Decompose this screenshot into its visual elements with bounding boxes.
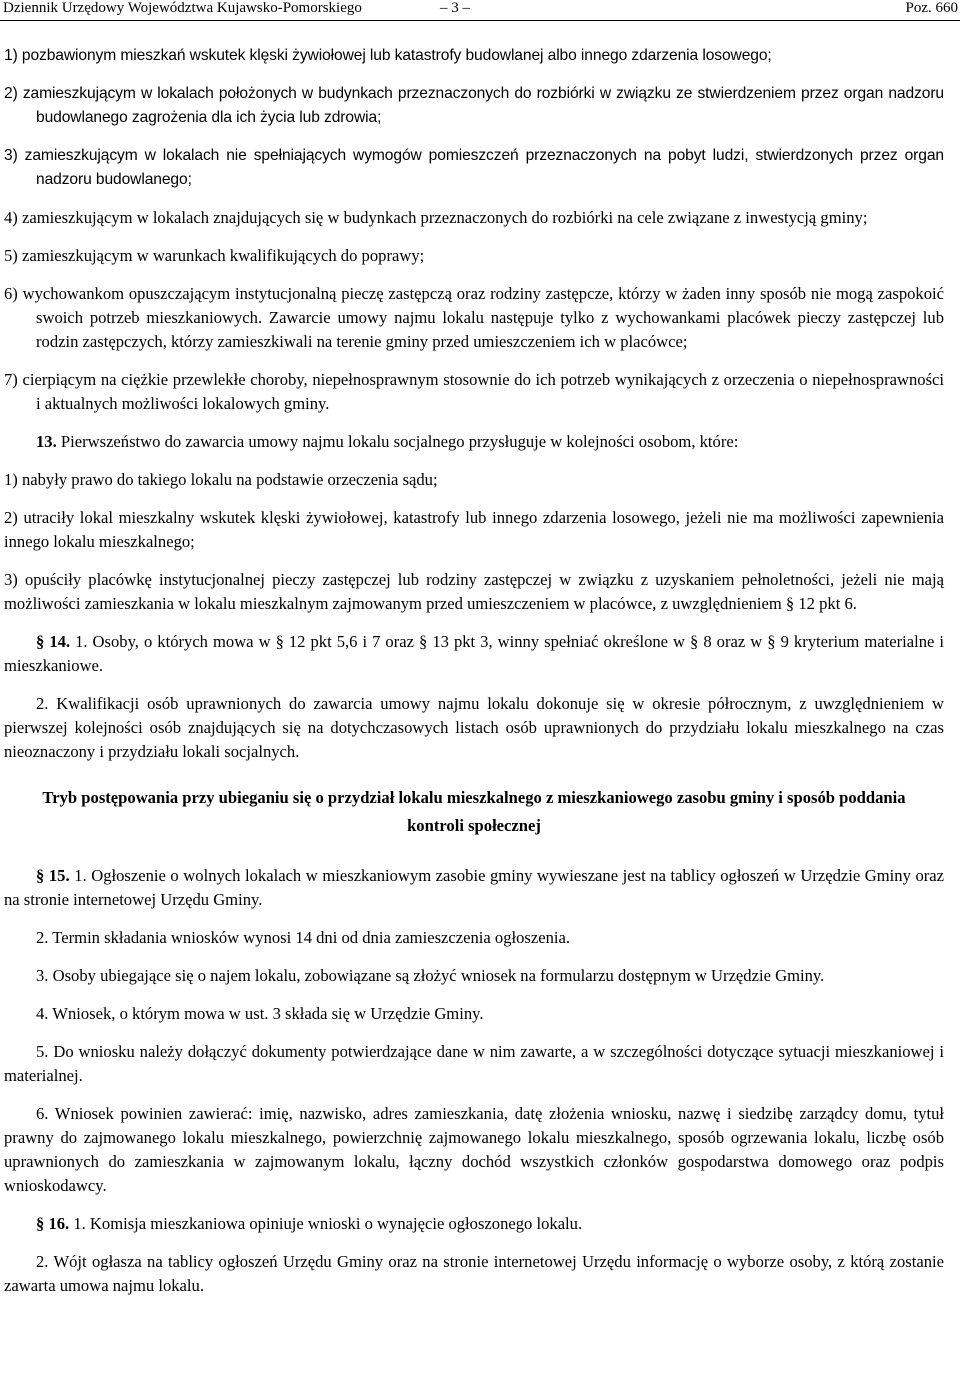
section-number: § 15. <box>36 866 70 885</box>
page-header <box>0 0 960 21</box>
paragraph: 2. Kwalifikacji osób uprawnionych do zawarcia umowy najmu lokalu dokonuje się w okresie półrocznym, z uwzględnieniem w pierwszej kolejności osób znajdujących się na dotychczasowych listach osób uprawnionych do przydziału lokalu mieszkalnego na czas nieoznaczony i przydziału lokali socjalnych. <box>4 694 944 761</box>
section-15 <box>4 864 944 912</box>
list-item: 5) zamieszkującym w warunkach kwalifikujących do poprawy; <box>4 246 425 265</box>
page-number: – 3 – <box>440 0 470 16</box>
list-item: 2) zamieszkującym w lokalach położonych w budynkach przeznaczonych do rozbiórki w związku ze stwierdzeniem przez organ nadzoru budowlanego zagrożenia dla ich życia lub zdrowia; <box>4 85 944 126</box>
position-number: Poz. 660 <box>905 0 958 16</box>
document-body <box>4 44 944 1298</box>
list-item: 4) zamieszkującym w lokalach znajdujących się w budynkach przeznaczonych do rozbiórki na cele związane z inwestycją gminy; <box>4 208 868 227</box>
section-text: 1. Komisja mieszkaniowa opiniuje wnioski o wynajęcie ogłoszonego lokalu. <box>69 1214 583 1233</box>
list-item: 3) opuściły placówkę instytucjonalnej pieczy zastępczej lub rodziny zastępczej w związku z uzyskaniem pełnoletności, jeżeli nie mają możliwości zamieszkania w lokalu mieszkalnym zajmowanym przed umieszczeniem w placówce, z uwzględnieniem § 12 pkt 6. <box>4 570 944 613</box>
section-number: § 14. <box>36 632 71 651</box>
chapter-heading: Tryb postępowania przy ubieganiu się o przydział lokalu mieszkalnego z mieszkaniowego zasobu gminy i sposób poddania kontroli społecznej <box>42 788 906 835</box>
journal-title: Dziennik Urzędowy Województwa Kujawsko-Pomorskiego <box>3 0 362 16</box>
section-16 <box>4 1212 944 1236</box>
list-item: 7) cierpiącym na ciężkie przewlekłe choroby, niepełnosprawnym stosownie do ich potrzeb wynikających z orzeczenia o niepełnosprawności i aktualnych możliwości lokalowych gminy. <box>4 370 944 413</box>
section-14 <box>4 630 944 678</box>
section-text: 1. Osoby, o których mowa w § 12 pkt 5,6 i 7 oraz § 13 pkt 3, winny spełniać określone w § 8 oraz w § 9 kryterium materialne i mieszkaniowe. <box>4 632 945 675</box>
list-item: 3) zamieszkującym w lokalach nie spełniających wymogów pomieszczeń przeznaczonych na pobyt ludzi, stwierdzonych przez organ nadzoru budowlanego; <box>4 147 944 188</box>
section-number: § 16. <box>36 1214 70 1233</box>
paragraph: 2. Termin składania wniosków wynosi 14 dni od dnia zamieszczenia ogłoszenia. <box>36 928 571 947</box>
paragraph: 3. Osoby ubiegające się o najem lokalu, zobowiązane są złożyć wniosek na formularzu dostępnym w Urzędzie Gminy. <box>36 966 825 985</box>
list-item: 6) wychowankom opuszczającym instytucjonalną pieczę zastępczą oraz rodziny zastępcze, którzy w żaden inny sposób nie mogą zaspokoić swoich potrzeb mieszkaniowych. Zawarcie umowy najmu lokalu następuje tylko z wychowankami placówek pieczy zastępczej lub rodzin zastępczych, którzy zamieszkiwali na terenie gminy przed umieszczeniem ich w placówce; <box>4 284 944 351</box>
section-13 <box>4 430 944 454</box>
list-item: 1) pozbawionym mieszkań wskutek klęski żywiołowej lub katastrofy budowlanej albo innego zdarzenia losowego; <box>4 47 772 64</box>
section-number: 13. <box>36 432 57 451</box>
section-text: Pierwszeństwo do zawarcia umowy najmu lokalu socjalnego przysługuje w kolejności osobom, które: <box>56 432 739 451</box>
paragraph: 6. Wniosek powinien zawierać: imię, nazwisko, adres zamieszkania, datę złożenia wniosku, nazwę i siedzibę zarządcy domu, tytuł prawny do zajmowanego lokalu mieszkalnego, powierzchnię zajmowanego lokalu mieszkalnego, sposób ogrzewania lokalu, liczbę osób uprawnionych do zamieszkania w zajmowanym lokalu, łączny dochód wszystkich członków gospodarstwa domowego oraz podpis wnioskodawcy. <box>4 1104 944 1195</box>
paragraph: 4. Wniosek, o którym mowa w ust. 3 składa się w Urzędzie Gminy. <box>36 1004 484 1023</box>
section-text: 1. Ogłoszenie o wolnych lokalach w mieszkaniowym zasobie gminy wywieszane jest na tablicy ogłoszeń w Urzędzie Gminy oraz na stronie internetowej Urzędu Gminy. <box>4 866 945 909</box>
list-item: 2) utraciły lokal mieszkalny wskutek klęski żywiołowej, katastrofy lub innego zdarzenia losowego, jeżeli nie ma możliwości zapewnienia innego lokalu mieszkalnego; <box>4 508 944 551</box>
paragraph: 2. Wójt ogłasza na tablicy ogłoszeń Urzędu Gminy oraz na stronie internetowej Urzędu informację o wyborze osoby, z którą zostanie zawarta umowa najmu lokalu. <box>4 1252 944 1295</box>
paragraph: 5. Do wniosku należy dołączyć dokumenty potwierdzające dane w nim zawarte, a w szczególności dotyczące sytuacji mieszkaniowej i materialnej. <box>4 1042 944 1085</box>
list-item: 1) nabyły prawo do takiego lokalu na podstawie orzeczenia sądu; <box>4 470 438 489</box>
